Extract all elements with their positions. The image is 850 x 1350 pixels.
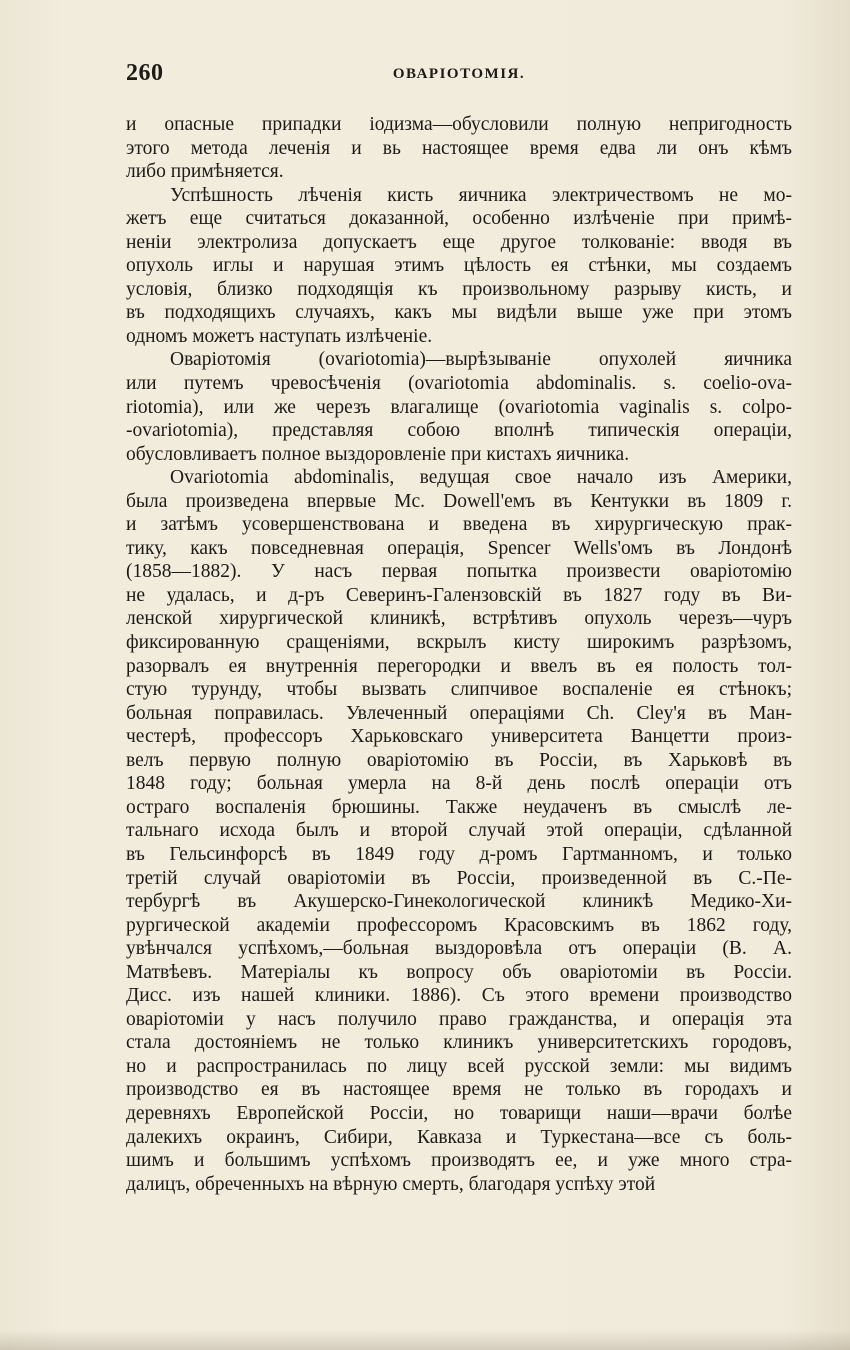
text-line: неніи электролиза допускаетъ еще другое толкованіе: вводя въ [126,231,792,253]
text-line: ленской хирургической клиникѣ, встрѣтивъ опухоль черезъ—чуръ [126,608,792,630]
text-line: стую турунду, чтобы вызвать слипчивое воспаленіе ея стѣнокъ; [126,679,792,701]
text-line: оваріотоміи у насъ получило право гражданства, и операція эта [126,1008,792,1030]
text-line: далекихъ окраинъ, Сибири, Кавказа и Туркестана—все съ боль- [126,1126,792,1148]
text-line: опухоль иглы и нарушая этимъ цѣлость ея стѣнки, мы создаемъ [126,255,792,277]
text-line: тербургѣ въ Акушерско-Гинекологической клиникѣ Медико-Хи- [126,891,792,913]
text-line: либо примѣняется. [126,161,284,183]
text-line: велъ первую полную оваріотомію въ Россіи, въ Харьковѣ въ [126,749,792,771]
text-line: и опасные припадки іодизма—обусловили полную непригодность [126,114,792,135]
text-line: честерѣ, профессоръ Харьковскаго университета Ванцетти произ- [126,726,792,748]
text-line: Ovariotomia abdominalis, ведущая свое начало изъ Америки, [170,467,792,489]
text-line: тальнаго исхода былъ и второй случай этой операціи, сдѣланной [126,820,792,842]
text-line: но и распространилась по лицу всей русской земли: мы видимъ [126,1055,792,1077]
text-line: фиксированную сращеніями, вскрылъ кисту широкимъ разрѣзомъ, [126,632,792,654]
text-line: деревняхъ Европейской Россіи, но товарищи наши—врачи болѣе [126,1102,792,1124]
text-line: разорвалъ ея внутреннія перегородки и ввелъ въ ея полость тол- [126,655,792,677]
running-title: ОВАРІОТОМІЯ. [392,66,526,82]
text-line: тику, какъ повседневная операція, Spencer Wells'омъ въ Лондонѣ [126,537,792,559]
text-line: увѣнчался успѣхомъ,—больная выздоровѣла отъ операціи (В. А. [126,938,792,960]
text-line: или путемъ чревосѣченія (ovariotomia abdominalis. s. coelio-ova- [126,373,792,395]
text-line: больная поправилась. Увлеченный операціями Ch. Cley'я въ Ман- [126,702,792,724]
page-header [126,60,792,96]
text-line: условія, близко подходящія къ произвольному разрыву кисть, и [126,278,792,300]
text-line: 1848 году; больная умерла на 8-й день послѣ операціи отъ [126,773,792,795]
text-line: Матвѣевъ. Матеріалы къ вопросу объ оваріотоміи въ Россіи. [126,961,792,983]
body-text [126,113,792,1196]
text-line: Оваріотомія (ovariotomia)—вырѣзываніе опухолей яичника [170,349,792,371]
text-line: въ Гельсинфорсѣ въ 1849 году д-ромъ Гартманномъ, и только [126,843,792,865]
text-line: не удалась, и д-ръ Северинъ-Галензовскій въ 1827 году въ Ви- [126,584,792,606]
text-line: -ovariotomia), представляя собою вполнѣ типическія операціи, [126,420,792,442]
text-line: и затѣмъ усовершенствована и введена въ хирургическую прак- [126,514,792,536]
text-line: остраго воспаленія брюшины. Также неудаченъ въ смыслѣ ле- [126,796,792,818]
text-line: Успѣшность лѣченія кисть яичника электричествомъ не мо- [170,184,792,206]
text-line: шимъ и большимъ успѣхомъ производятъ ее, и уже много стра- [126,1150,792,1172]
text-line: рургической академіи профессоромъ Красовскимъ въ 1862 году, [126,914,792,936]
text-line: (1858—1882). У насъ первая попытка произвести оваріотомію [126,561,792,583]
text-line: была произведена впервые Mc. Dowell'емъ въ Кентукки въ 1809 г. [126,490,792,512]
text-line: riotomia), или же черезъ влагалище (ovariotomia vaginalis s. colpo- [126,396,792,418]
text-line: обусловливаетъ полное выздоровленіе при кистахъ яичника. [126,443,630,465]
text-line: производство ея въ настоящее время не только въ городахъ и [126,1079,792,1101]
text-line: стала достояніемъ не только клиникъ университетскихъ городовъ, [126,1032,792,1054]
page-number: 260 [126,60,164,86]
text-line: въ подходящихъ случаяхъ, какъ мы видѣли выше уже при этомъ [126,302,792,324]
text-line: жетъ еще считаться доказанной, особенно излѣченіе при примѣ- [126,208,792,230]
text-line: одномъ можетъ наступать излѣченіе. [126,325,433,347]
text-line: этого метода леченія и вь настоящее время едва ли онъ кѣмъ [126,137,792,159]
text-line: далицъ, обреченныхъ на вѣрную смерть, благодаря успѣху этой [126,1173,656,1195]
text-line: третій случай оваріотоміи въ Россіи, произведенной въ С.-Пе- [126,867,792,889]
text-line: Дисс. изъ нашей клиники. 1886). Съ этого времени производство [126,985,792,1007]
page-edge-shadow [0,1330,850,1350]
